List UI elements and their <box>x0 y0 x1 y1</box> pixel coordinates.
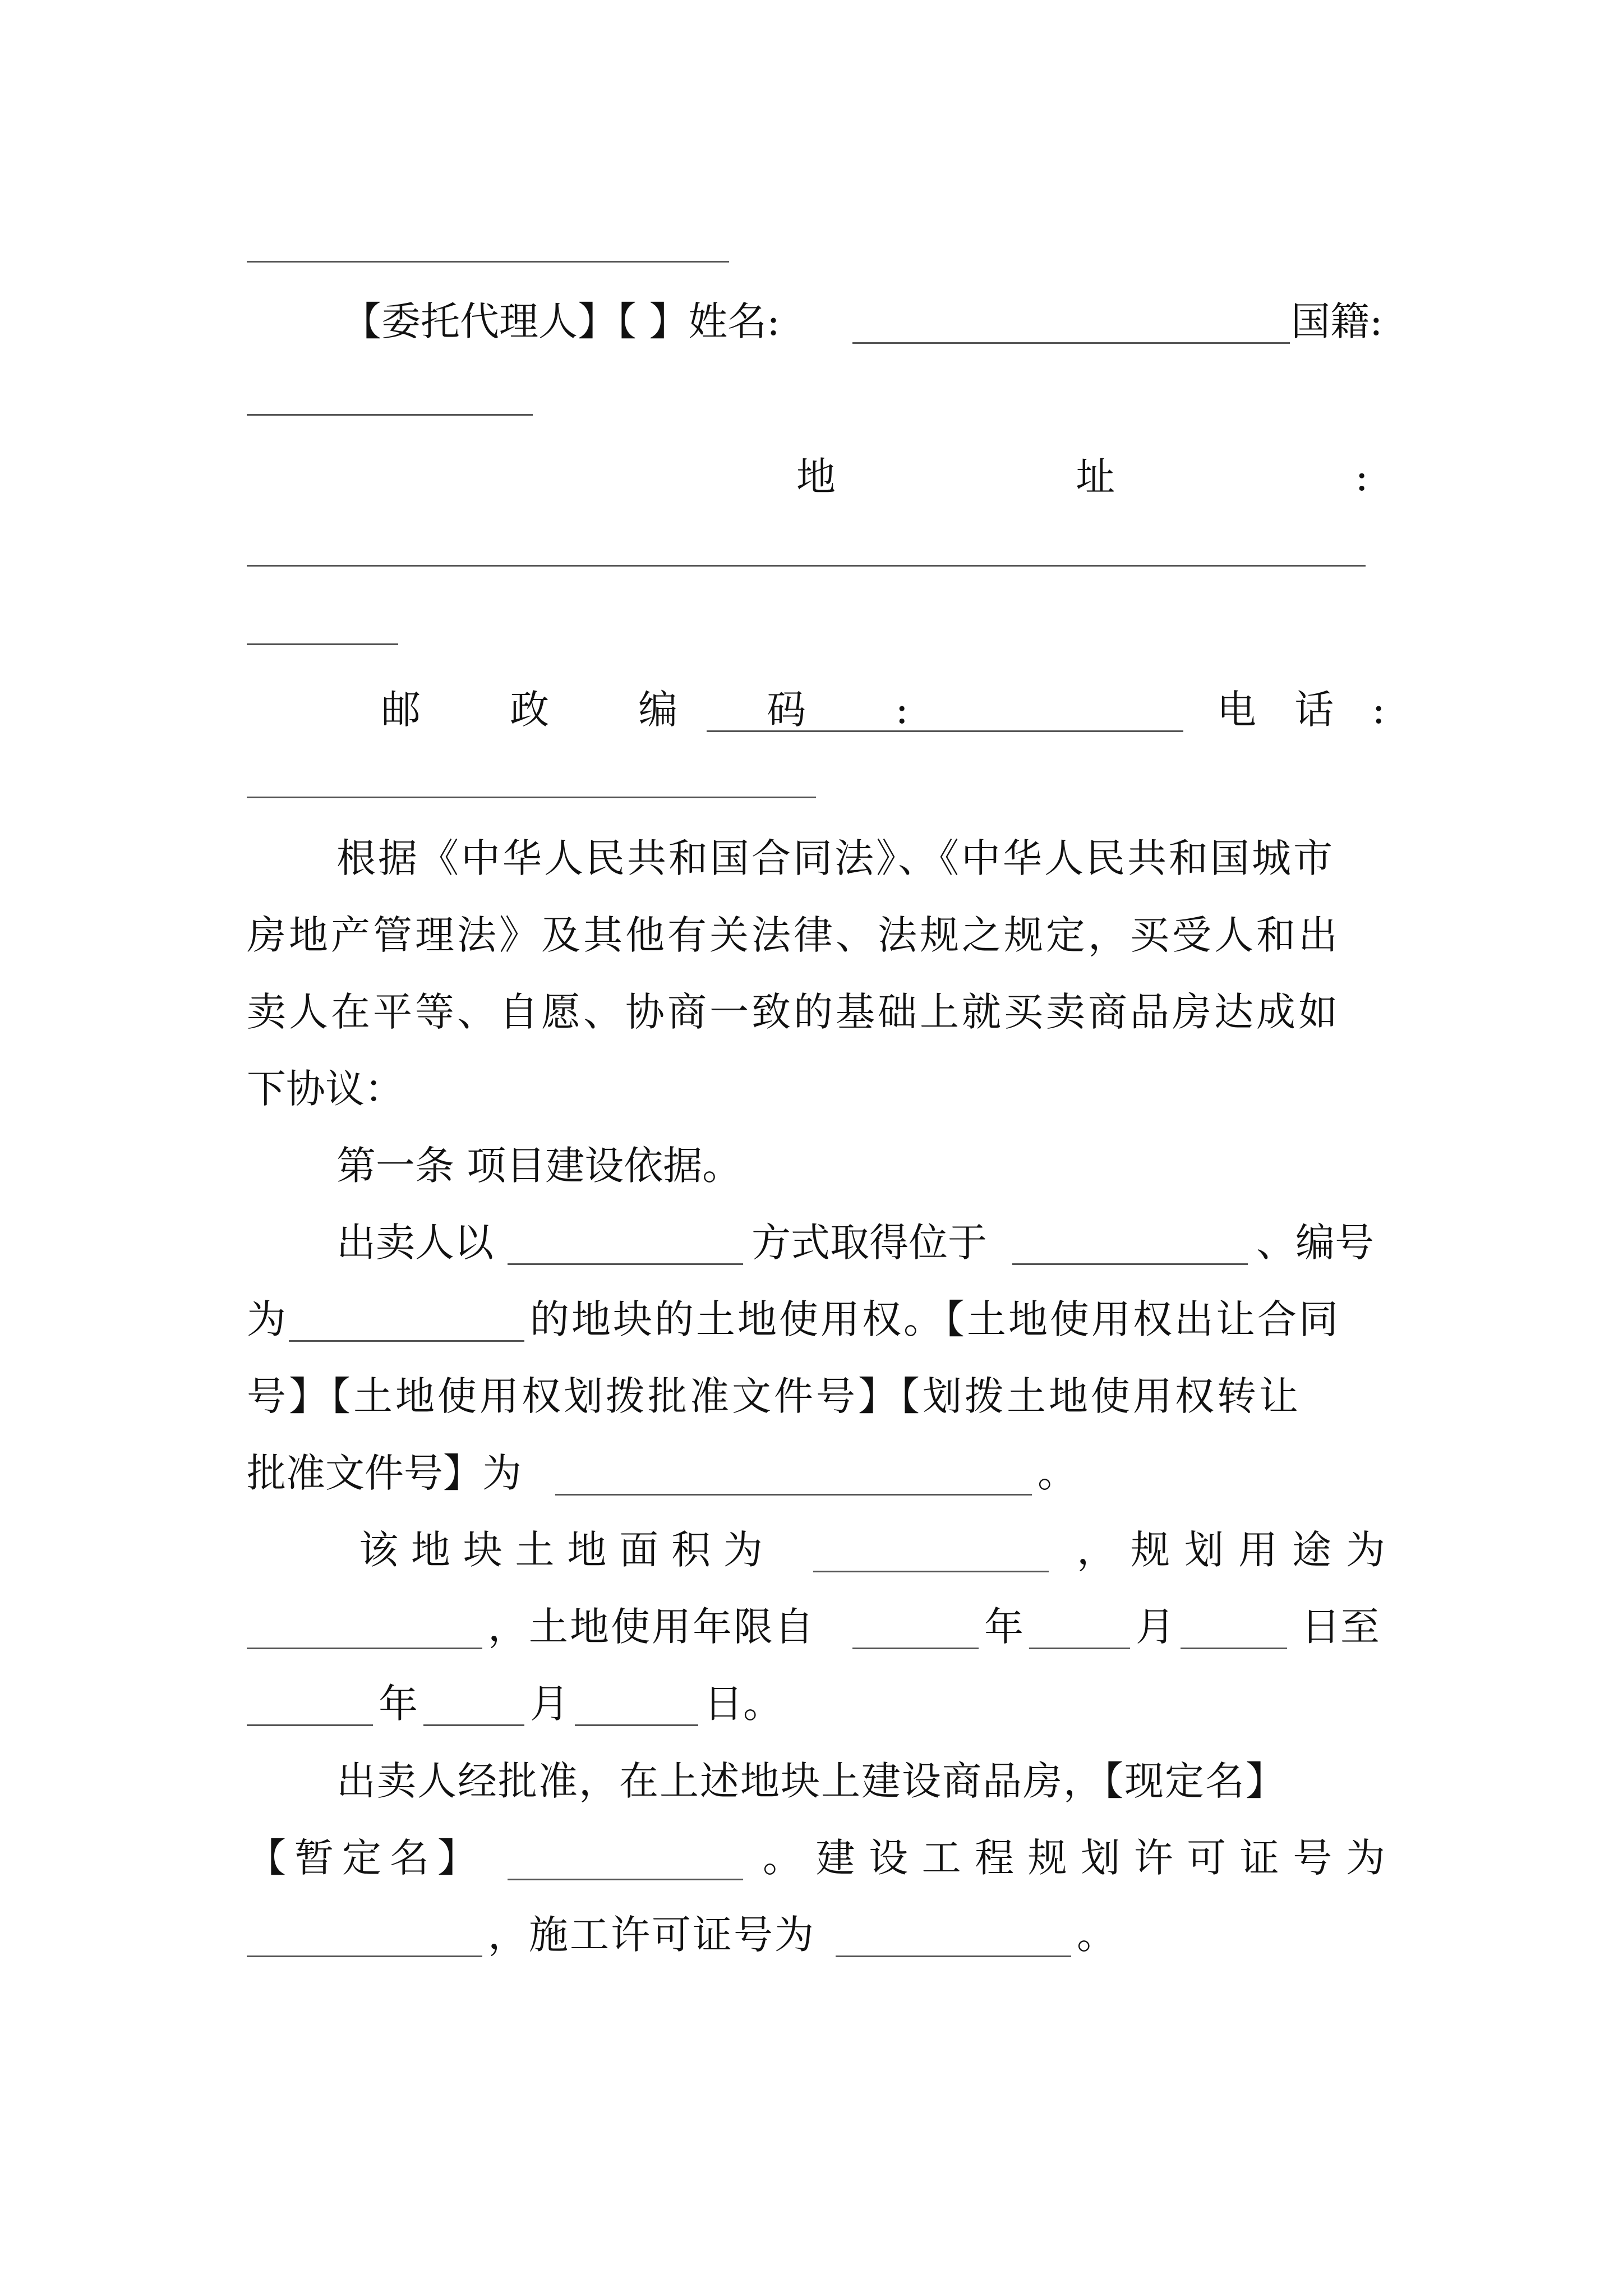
text-char: 为 <box>723 1527 763 1573</box>
text-char: 该 <box>359 1527 398 1573</box>
end-day-blank <box>575 1724 698 1726</box>
text: 的地块的土地使用权。【土地使用权出让合同 <box>530 1296 1340 1342</box>
land-area-blank <box>813 1571 1049 1572</box>
article-1-p2-line-1 <box>247 1525 1385 1575</box>
approval-doc-number-blank <box>555 1494 1032 1496</box>
text: 月 <box>530 1681 569 1727</box>
text-char: 证 <box>1239 1835 1279 1881</box>
start-month-blank <box>1029 1648 1130 1649</box>
text-char: 工 <box>921 1835 961 1881</box>
text-char: 【 <box>247 1835 286 1881</box>
article-1-p2-line-3 <box>247 1678 1385 1729</box>
text-char: 可 <box>1187 1835 1227 1881</box>
article-1-p1-line-2 <box>247 1294 1385 1345</box>
text-char: 规 <box>1131 1527 1170 1573</box>
article-1-p1-line-3: 号】【土地使用权划拨批准文件号】【划拨土地使用权转让 <box>247 1373 1301 1419</box>
article-1-p3-line-3 <box>247 1910 1385 1960</box>
text-char: 为 <box>1346 1527 1385 1573</box>
agent-name-blank <box>852 342 1290 344</box>
address-char: 址 <box>1076 454 1115 500</box>
intro-text: 根据《中华人民共和国合同法》、《中华人民共和国城市 <box>336 835 1335 881</box>
text-char: 块 <box>463 1527 502 1573</box>
postal-char: 码 <box>767 687 806 733</box>
text-char: 地 <box>567 1527 607 1573</box>
text: 方式取得位于 <box>751 1220 987 1266</box>
text-char: 名 <box>390 1835 429 1881</box>
construction-permit-blank <box>836 1955 1071 1957</box>
phone-blank <box>247 797 816 798</box>
intro-line-4: 下协议： <box>247 1066 404 1112</box>
planning-permit-blank <box>247 1955 482 1957</box>
postal-code-blank <box>707 730 1183 732</box>
text: 、编号 <box>1256 1220 1374 1266</box>
end-year-blank <box>247 1724 373 1726</box>
intro-line-1 <box>247 833 1385 884</box>
article-1-p2-line-2 <box>247 1602 1385 1652</box>
article-1-p1-line-1 <box>247 1217 1385 1268</box>
planned-use-blank <box>247 1648 482 1649</box>
start-year-blank <box>852 1648 979 1649</box>
text-char: ， <box>1077 1527 1116 1573</box>
text-char: 设 <box>869 1835 909 1881</box>
phone-char: : <box>1372 687 1385 733</box>
address-line <box>796 452 1368 502</box>
text: 为 <box>247 1296 286 1342</box>
start-day-blank <box>1181 1648 1287 1649</box>
article-1-title-line <box>247 1140 1385 1191</box>
text-char: 划 <box>1184 1527 1224 1573</box>
text: 出卖人以 <box>336 1220 494 1266</box>
project-name-blank <box>508 1879 743 1880</box>
agent-name-line <box>247 296 1385 347</box>
phone-char: 话 <box>1294 687 1334 733</box>
text-char: 许 <box>1133 1835 1173 1881</box>
article-1-title: 第一条 项目建设依据。 <box>336 1143 742 1189</box>
text-char: 途 <box>1292 1527 1331 1573</box>
postal-phone-line <box>247 684 1385 735</box>
text-char: 用 <box>1238 1527 1278 1573</box>
address-char: : <box>1355 454 1368 500</box>
text: 。 <box>1077 1912 1116 1958</box>
text: 日至 <box>1301 1604 1380 1650</box>
nationality-blank <box>247 414 533 416</box>
phone-char: 电 <box>1217 687 1256 733</box>
text-char: 规 <box>1027 1835 1067 1881</box>
text: ，施工许可证号为 <box>488 1912 815 1958</box>
text: 。 <box>1038 1450 1077 1496</box>
location-blank <box>1012 1263 1248 1265</box>
text-char: 面 <box>619 1527 659 1573</box>
article-1-p1-line-4 <box>247 1448 1385 1498</box>
text: 日。 <box>704 1681 782 1727</box>
text-char: 。 <box>763 1835 802 1881</box>
nationality-label: 国籍: <box>1291 298 1383 344</box>
parcel-number-blank <box>289 1340 524 1342</box>
postal-char: : <box>895 687 909 733</box>
postal-char: 邮 <box>381 687 421 733</box>
text-char: 地 <box>411 1527 450 1573</box>
text: 月 <box>1136 1604 1175 1650</box>
text: 出卖人经批准，在上述地块上建设商品房，【现定名】 <box>336 1758 1286 1804</box>
text-char: 号 <box>1293 1835 1332 1881</box>
text-char: 定 <box>342 1835 381 1881</box>
text-char: 程 <box>975 1835 1015 1881</box>
agent-name-label: 【委托代理人】【 】姓名: <box>342 298 780 344</box>
acquisition-method-blank <box>508 1263 743 1265</box>
text-char: 】 <box>437 1835 477 1881</box>
text: 年 <box>379 1681 418 1727</box>
end-month-blank <box>423 1724 524 1726</box>
text-char: 为 <box>1345 1835 1385 1881</box>
text-char: 土 <box>515 1527 555 1573</box>
text-char: 暂 <box>294 1835 334 1881</box>
blank-underline <box>247 261 729 263</box>
text-char: 建 <box>815 1835 855 1881</box>
text-char: 划 <box>1081 1835 1121 1881</box>
article-1-p3-line-2 <box>247 1833 1385 1883</box>
article-1-p3-line-1 <box>247 1756 1385 1806</box>
address-char: 地 <box>796 454 836 500</box>
text: 年 <box>984 1604 1023 1650</box>
intro-line-3: 卖人在平等、自愿、协商一致的基础上就买卖商品房达成如 <box>247 989 1340 1035</box>
address-blank <box>247 565 1366 567</box>
text: 批准文件号】为 <box>247 1450 522 1496</box>
intro-line-2: 房地产管理法》及其他有关法律、法规之规定，买受人和出 <box>247 912 1340 958</box>
text-char: 积 <box>671 1527 711 1573</box>
text: ，土地使用年限自 <box>488 1604 815 1650</box>
address-blank-continued <box>247 643 398 645</box>
postal-char: 政 <box>510 687 550 733</box>
postal-char: 编 <box>638 687 678 733</box>
